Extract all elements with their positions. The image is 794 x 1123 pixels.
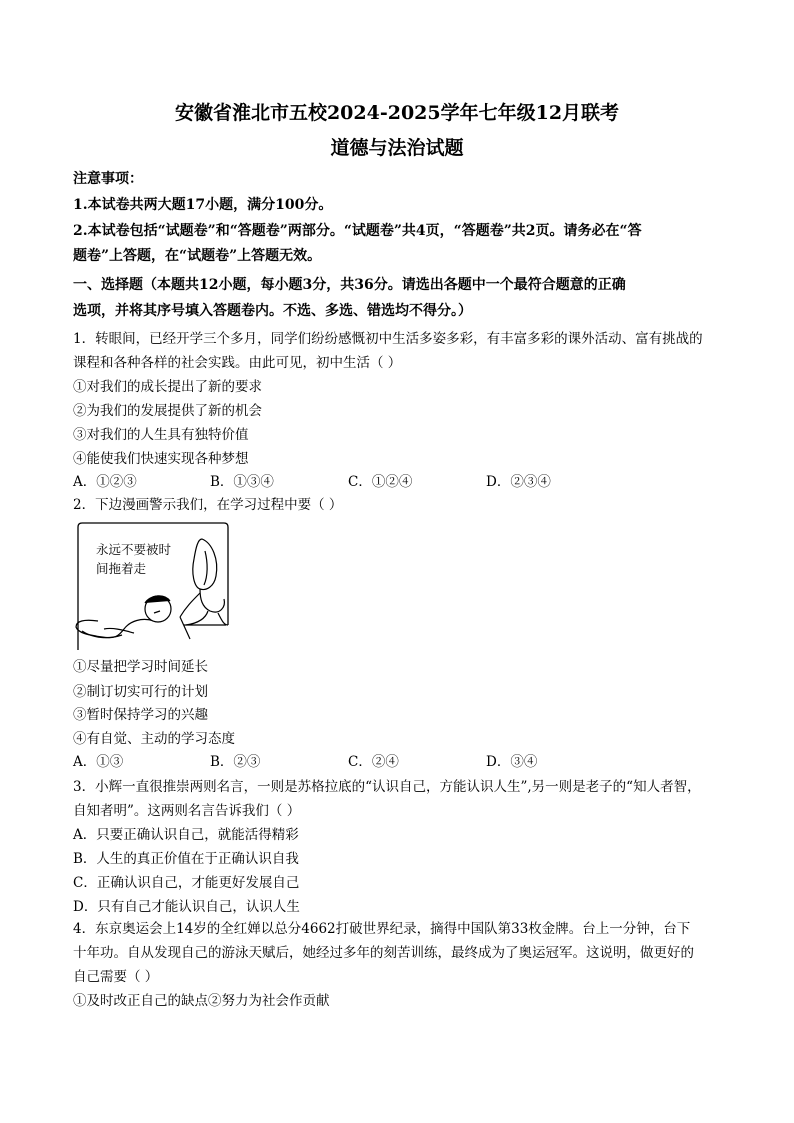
q2-option-d[interactable]: D．③④ — [486, 754, 538, 770]
notice-line-2a: 2.本试卷包括“试题卷”和“答题卷”两部分。“试题卷”共4页，“答题卷”共2页。请务必在“答 — [73, 223, 642, 239]
q1-stem-2: 课程和各种各样的社会实践。由此可见，初中生活（ ） — [73, 355, 402, 371]
q2-statement-3: ③暂时保持学习的兴趣 — [73, 707, 208, 723]
q4-stem-3: 自己需要（ ） — [73, 969, 159, 985]
q2-statement-1: ①尽量把学习时间延长 — [73, 659, 208, 675]
q1-statement-3: ③对我们的人生具有独特价值 — [73, 427, 249, 443]
q3-option-b[interactable]: B．人生的真正价值在于正确认识自我 — [73, 851, 299, 867]
q1-statement-1: ①对我们的成长提出了新的要求 — [73, 379, 262, 395]
q1-option-a[interactable]: A．①②③ — [73, 474, 137, 490]
notice-heading: 注意事项： — [73, 171, 143, 187]
notice-line-1: 1.本试卷共两大题17小题，满分100分。 — [73, 197, 333, 213]
q1-stem-1: 1．转眼间，已经开学三个多月，同学们纷纷感慨初中生活多姿多彩，有丰富多彩的课外活动、富有挑战的 — [73, 331, 703, 347]
q2-option-b[interactable]: B．②③ — [210, 754, 261, 770]
standing-figure-drawing — [180, 539, 228, 625]
q1-option-c[interactable]: C．①②④ — [348, 474, 413, 490]
section-heading-line-1: 一、选择题（本题共12小题，每小题3分，共36分。请选出各题中一个最符合题意的正确 — [73, 277, 626, 293]
section-heading-line-2: 选项，并将其序号填入答题卷内。不选、多选、错选均不得分。） — [73, 303, 472, 319]
exam-title: 安徽省淮北市五校2024-2025学年七年级12月联考 — [174, 102, 620, 124]
q3-option-c[interactable]: C．正确认识自己，才能更好发展自己 — [73, 875, 300, 891]
q1-option-d[interactable]: D．②③④ — [486, 474, 551, 490]
q2-option-a[interactable]: A．①③ — [73, 754, 124, 770]
q2-option-c[interactable]: C．②④ — [348, 754, 399, 770]
q3-option-a[interactable]: A．只要正确认识自己，就能活得精彩 — [73, 827, 299, 843]
q4-statements-1-2: ①及时改正自己的缺点②努力为社会作贡献 — [73, 993, 330, 1009]
q3-stem-2: 自知者明”。这两则名言告诉我们（ ） — [73, 803, 301, 819]
q1-option-b[interactable]: B．①③④ — [210, 474, 274, 490]
q2-stem: 2．下边漫画警示我们，在学习过程中要（ ） — [73, 497, 343, 513]
q1-statement-4: ④能使我们快速实现各种梦想 — [73, 451, 249, 467]
q4-stem-2: 十年功。自从发现自己的游泳天赋后，她经过多年的刻苦训练，最终成为了奥运冠军。这说明，做更好的 — [73, 945, 694, 961]
exam-subtitle: 道德与法治试题 — [330, 137, 464, 159]
notice-line-2b: 题卷”上答题，在“试题卷”上答题无效。 — [73, 248, 322, 264]
q4-stem-1: 4．东京奥运会上14岁的全红婵以总分4662打破世界纪录，摘得中国队第33枚金牌。台上一分钟，台下 — [73, 921, 691, 937]
cartoon-caption-line-1: 永远不要被时 — [96, 542, 172, 557]
q1-statement-2: ②为我们的发展提供了新的机会 — [73, 403, 262, 419]
cartoon-image — [74, 521, 229, 650]
q3-option-d[interactable]: D．只有自己才能认识自己，认识人生 — [73, 899, 300, 915]
cartoon-caption-line-2: 间拖着走 — [96, 561, 147, 576]
q2-statement-4: ④有自觉、主动的学习态度 — [73, 731, 235, 747]
q3-stem-1: 3．小辉一直很推崇两则名言，一则是苏格拉底的“认识自己，方能认识人生”,另一则是老子的“知人者智， — [73, 779, 701, 795]
q2-statement-2: ②制订切实可行的计划 — [73, 684, 208, 700]
